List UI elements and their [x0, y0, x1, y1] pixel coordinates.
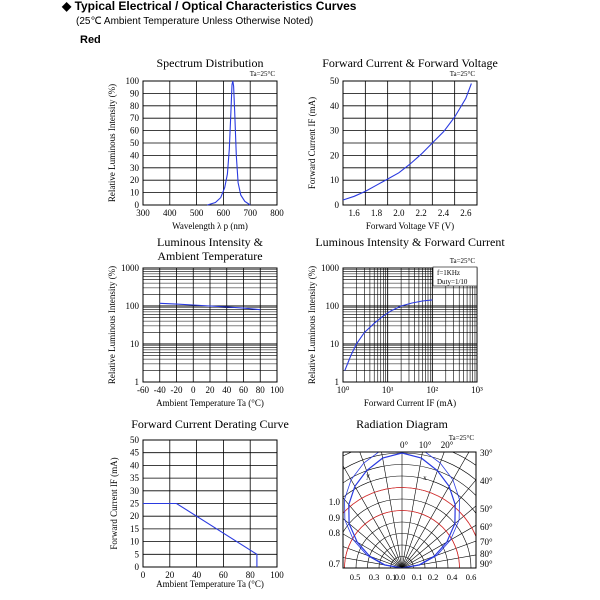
y-tick-label: 80	[130, 100, 139, 111]
angle-label: 60°	[480, 522, 493, 532]
chart-note: Ta=25°C	[449, 70, 475, 78]
angle-label: 90°	[480, 559, 493, 569]
x-tick-label: 20	[165, 570, 175, 580]
chart-title: Forward Current Derating Curve	[131, 417, 289, 431]
scale-label: 0.5	[349, 572, 361, 582]
scale-label: 0.2	[427, 572, 439, 582]
curve-label: y	[366, 472, 370, 480]
y-tick-label: 45	[130, 447, 139, 458]
angle-label: 20°	[440, 440, 454, 450]
x-tick-label: 600	[216, 208, 231, 218]
y-tick-label: 20	[130, 511, 139, 522]
scale-label: 0.7	[328, 559, 340, 569]
angle-label: 80°	[480, 549, 493, 559]
y-tick-label: 20	[330, 150, 339, 161]
angle-label: 10°	[418, 440, 432, 450]
scale-label: 0.0	[394, 572, 406, 582]
y-tick-label: 5	[134, 549, 139, 560]
condition-text: f=1KHz	[437, 269, 460, 277]
y-tick-label: 100	[325, 301, 339, 311]
x-tick-label: 10³	[471, 385, 483, 395]
x-tick-label: 2.4	[437, 208, 450, 218]
chart-note: Ta=25°C	[449, 257, 475, 265]
y-tick-label: 60	[130, 125, 139, 136]
color-label: Red	[80, 34, 101, 46]
x-tick-label: 300	[136, 208, 150, 218]
x-tick-label: 0	[191, 385, 196, 395]
y-tick-label: 40	[330, 100, 339, 111]
y-tick-label: 90	[130, 88, 139, 99]
chart-title: Spectrum Distribution	[156, 56, 264, 70]
y-tick-label: 25	[130, 498, 139, 509]
x-tick-label: -40	[153, 385, 166, 395]
y-tick-label: 50	[130, 138, 139, 148]
x-tick-label: 10⁰	[336, 385, 350, 395]
scale-label: 0.3	[368, 572, 380, 582]
x-axis-label: Forward Voltage VF (V)	[365, 221, 455, 231]
x-tick-label: 100	[270, 570, 284, 580]
data-line	[343, 84, 471, 201]
y-tick-label: 0	[134, 562, 139, 572]
page-subtitle: (25℃ Ambient Temperature Unless Otherwise Noted)	[76, 16, 314, 27]
y-tick-label: 1000	[321, 263, 339, 273]
y-tick-label: 20	[130, 175, 139, 186]
angle-label: 70°	[480, 537, 493, 547]
x-tick-label: 2.0	[393, 208, 405, 218]
x-tick-label: 10¹	[381, 385, 394, 395]
chart-title: Forward Current & Forward Voltage	[322, 56, 498, 70]
x-tick-label: 40	[192, 570, 202, 580]
data-line	[143, 504, 257, 568]
y-tick-label: 30	[130, 485, 139, 496]
x-tick-label: 2.2	[415, 208, 427, 218]
y-tick-label: 10	[130, 187, 139, 198]
x-tick-label: 20	[205, 385, 215, 395]
y-tick-label: 15	[130, 523, 139, 534]
scale-label: 0.8	[328, 528, 340, 538]
y-tick-label: 1	[334, 377, 339, 387]
y-tick-label: 10	[330, 175, 339, 186]
scale-label: 0.6	[465, 572, 477, 582]
x-axis-label: Wavelength λ p (nm)	[172, 221, 248, 231]
x-tick-label: 80	[245, 570, 255, 580]
y-axis-label: Relative Luminous Intensity (%)	[107, 83, 117, 203]
x-tick-label: 10²	[426, 385, 439, 395]
y-tick-label: 1000	[121, 263, 139, 273]
y-tick-label: 30	[130, 162, 139, 173]
x-axis-label: Forward Current IF (mA)	[363, 398, 457, 408]
y-tick-label: 70	[130, 113, 139, 124]
x-tick-label: 500	[189, 208, 204, 218]
page-title: ◆ Typical Electrical / Optical Characteristics Curves	[62, 0, 357, 13]
chart-title: Luminous Intensity &	[157, 235, 263, 249]
polar-spoke	[214, 500, 402, 568]
y-tick-label: 1	[134, 377, 139, 387]
chart-title: Radiation Diagram	[356, 417, 448, 431]
x-tick-label: 1.6	[348, 208, 360, 218]
x-tick-label: -20	[170, 385, 183, 395]
x-tick-label: -60	[137, 385, 149, 395]
chart-note: Ta=25°C	[249, 70, 275, 78]
y-tick-label: 10	[330, 339, 339, 349]
y-tick-label: 40	[130, 460, 139, 471]
polar-spoke	[402, 500, 590, 568]
x-tick-label: 80	[255, 385, 265, 395]
polar-spoke	[399, 439, 555, 568]
scale-label: 0.1	[411, 572, 423, 582]
x-tick-label: 800	[270, 208, 284, 218]
chart-title: Ambient Temperature	[157, 249, 263, 263]
y-tick-label: 10	[130, 536, 139, 547]
y-tick-label: 50	[130, 435, 139, 445]
angle-label: 0°	[399, 440, 409, 450]
y-axis-label: Relative Luminous Intensity (%)	[307, 265, 317, 385]
scale-label: 0.4	[446, 572, 458, 582]
y-tick-label: 100	[125, 301, 139, 311]
chart-title: Luminous Intensity & Forward Current	[315, 235, 505, 249]
polar-spoke	[273, 415, 402, 568]
scale-label: 1.0	[328, 497, 340, 507]
y-tick-label: 100	[125, 76, 139, 86]
condition-text: Duty=1/10	[437, 278, 468, 286]
x-tick-label: 1.8	[370, 208, 383, 218]
angle-label: 40°	[480, 476, 493, 486]
y-tick-label: 50	[330, 76, 339, 86]
chart-note: Ta=25°C	[448, 434, 474, 442]
x-axis-label: Ambient Temperature Ta (°C)	[156, 398, 264, 408]
scale-label: 0.1	[385, 572, 397, 582]
y-axis-label: Forward Current IF (mA)	[307, 96, 317, 190]
curve-label: x	[423, 474, 427, 482]
y-tick-label: 40	[130, 150, 139, 161]
x-tick-label: 60	[218, 570, 228, 580]
x-tick-label: 40	[222, 385, 232, 395]
angle-label: 50°	[480, 504, 493, 514]
x-tick-label: 400	[163, 208, 177, 218]
y-axis-label: Forward Current IF (mA)	[109, 457, 119, 550]
polar-spoke	[399, 380, 470, 568]
y-tick-label: 0	[334, 200, 339, 210]
x-tick-label: 700	[243, 208, 257, 218]
y-tick-label: 0	[134, 200, 139, 210]
scale-label: 0.9	[328, 513, 340, 523]
y-tick-label: 30	[330, 125, 339, 136]
x-axis-label: Ambient Temperature Ta (°C)	[156, 579, 264, 589]
x-tick-label: 2.6	[460, 208, 472, 218]
x-tick-label: 100	[270, 385, 284, 395]
angle-label: 30°	[480, 448, 493, 458]
x-tick-label: 0	[140, 570, 146, 580]
y-axis-label: Relative Luminous Intensity (%)	[107, 265, 117, 385]
x-tick-label: 60	[239, 385, 248, 395]
y-tick-label: 35	[130, 473, 139, 484]
y-tick-label: 10	[130, 339, 139, 349]
